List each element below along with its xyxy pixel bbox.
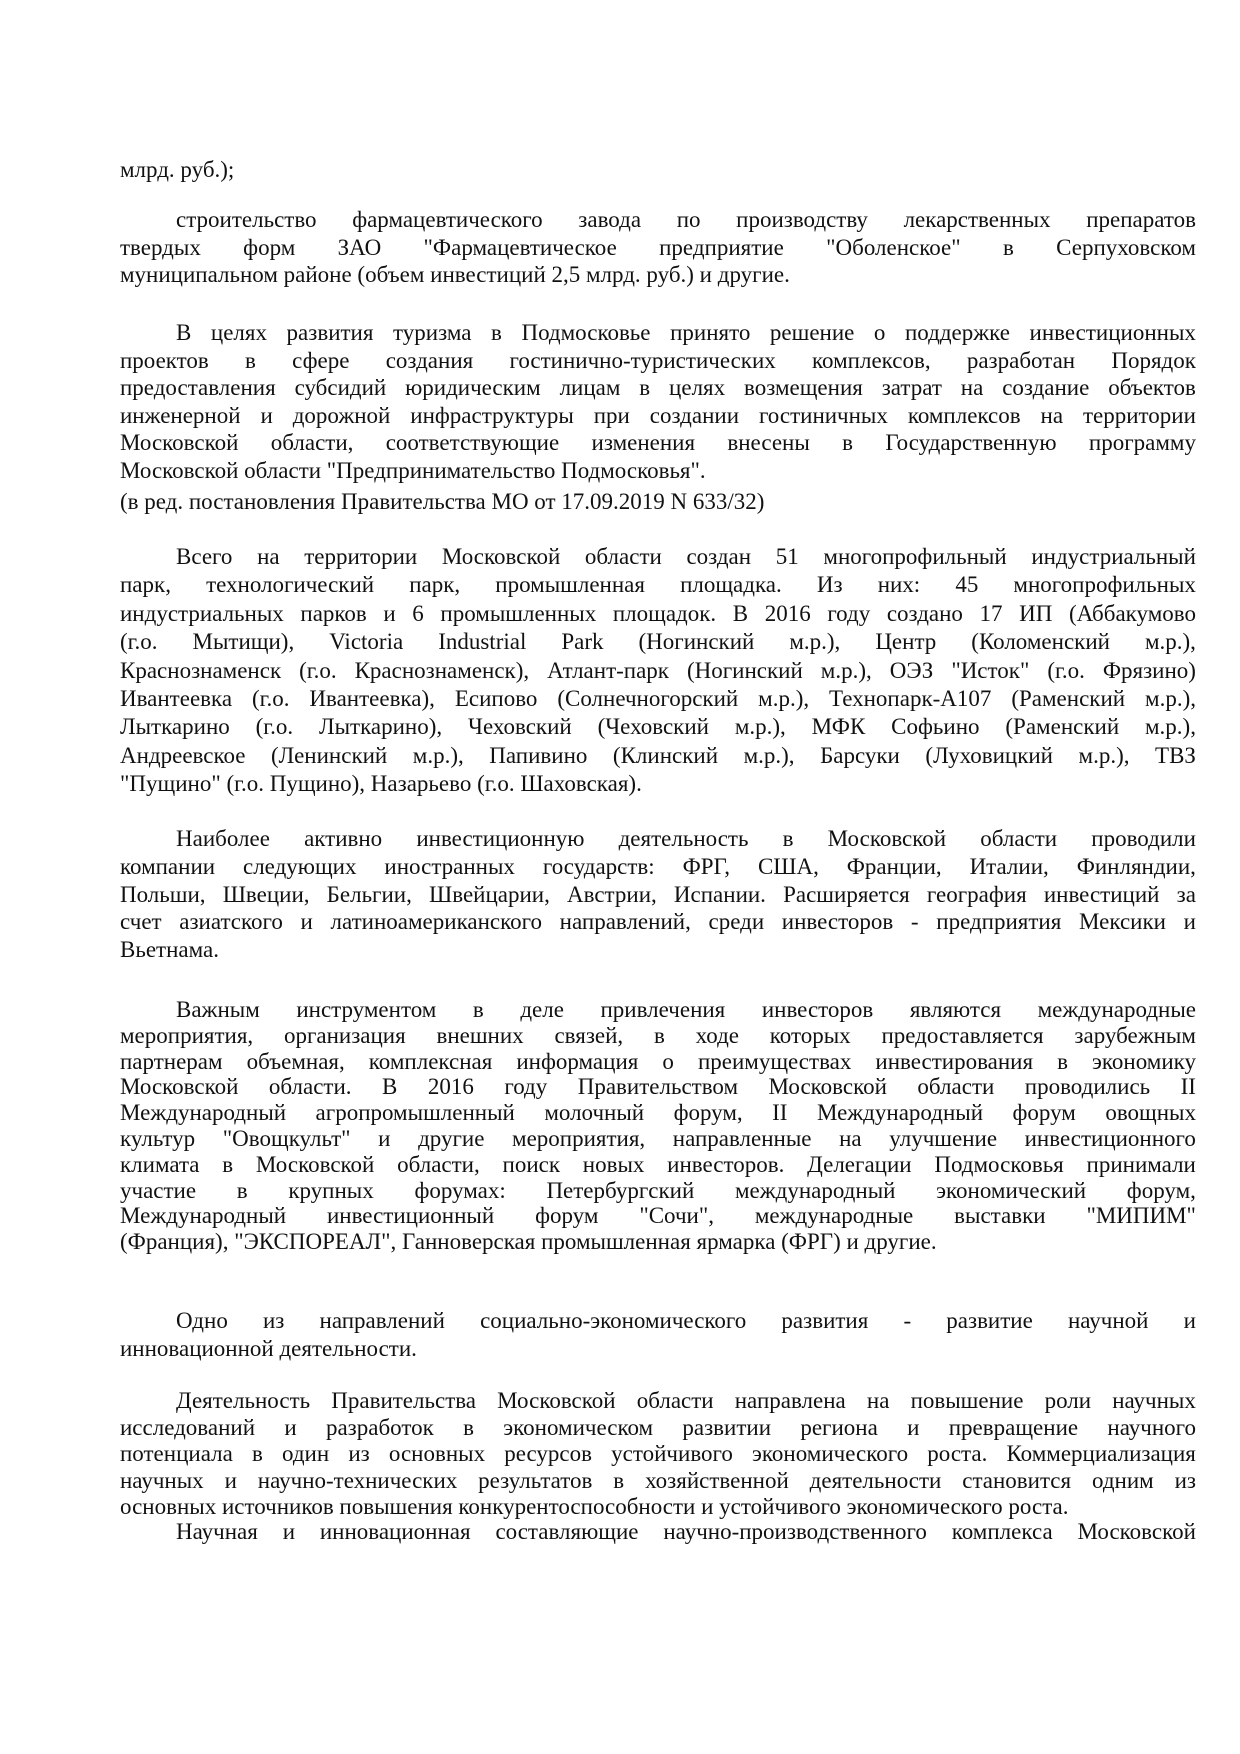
text-line: Ивантеевка (г.о. Ивантеевка), Есипово (Солнечногорский м.р.), Технопарк-А107 (Раменский м.р.), xyxy=(120,685,1196,711)
text-line: потенциала в один из основных ресурсов устойчивого экономического роста. Коммерциализация xyxy=(120,1441,1196,1466)
text-line: Андреевское (Ленинский м.р.), Папивино (Клинский м.р.), Барсуки (Луховицкий м.р.), ТВЗ xyxy=(120,742,1196,768)
text-line: инженерной и дорожной инфраструктуры при создании гостиничных комплексов на территории xyxy=(120,402,1196,428)
text-line: (г.о. Мытищи), Victoria Industrial Park (Ногинский м.р.), Центр (Коломенский м.р.), xyxy=(120,629,1196,655)
text-line: партнерам объемная, комплексная информация о преимуществах инвестирования в экономику xyxy=(120,1048,1196,1074)
text-line: строительство фармацевтического завода по производству лекарственных препаратов xyxy=(176,207,1196,232)
text-line: мероприятия, организация внешних связей, в ходе которых предоставляется зарубежным xyxy=(120,1022,1196,1048)
text-line: участие в крупных форумах: Петербургский международный экономический форум, xyxy=(120,1177,1196,1203)
text-line: основных источников повышения конкурентоспособности и устойчивого экономического роста. xyxy=(120,1494,1069,1519)
text-line: "Пущино" (г.о. Пущино), Назарьево (г.о. Шаховская). xyxy=(120,771,642,797)
paragraph xyxy=(120,1388,1196,1521)
text-line: предоставления субсидий юридическим лицам в целях возмещения затрат на создание объектов xyxy=(120,375,1196,400)
text-line: твердых форм ЗАО "Фармацевтическое предприятие "Оболенское" в Серпуховском xyxy=(120,234,1196,260)
paragraph xyxy=(120,825,1196,964)
text-line: климата в Московской области, поиск новых инвесторов. Делегации Подмосковья принимали xyxy=(120,1151,1196,1177)
text-line: компании следующих иностранных государств: ФРГ, США, Франции, Италии, Финляндии, xyxy=(120,853,1196,879)
text-line: млрд. руб.); xyxy=(120,157,235,182)
text-line: счет азиатского и латиноамериканского направлений, среди инвесторов - предприятия Мексики и xyxy=(120,909,1196,935)
paragraph xyxy=(120,1307,1196,1362)
text-line: Всего на территории Московской области создан 51 многопрофильный индустриальный xyxy=(176,544,1196,569)
text-line: культур "Овощкульт" и другие мероприятия, направленные на улучшение инвестиционного xyxy=(120,1125,1196,1151)
text-line: Международный агропромышленный молочный форум, II Международный форум овощных xyxy=(120,1100,1196,1126)
text-line: Важным инструментом в деле привлечения инвесторов являются международные xyxy=(176,997,1196,1022)
paragraph xyxy=(120,206,1196,289)
paragraph xyxy=(120,1518,1196,1545)
paragraph xyxy=(120,488,1196,516)
text-line: (Франция), "ЭКСПОРЕАЛ", Ганноверская промышленная ярмарка (ФРГ) и другие. xyxy=(120,1229,937,1255)
text-line: Научная и инновационная составляющие научно-производственного комплекса Московской xyxy=(176,1519,1196,1544)
text-line: парк, технологический парк, промышленная площадка. Из них: 45 многопрофильных xyxy=(120,572,1196,598)
paragraph xyxy=(120,997,1196,1255)
text-line: инновационной деятельности. xyxy=(120,1335,417,1361)
paragraph xyxy=(120,319,1196,484)
text-line: Московской области "Предпринимательство Подмосковья". xyxy=(120,457,706,483)
text-line: Вьетнама. xyxy=(120,937,219,963)
text-line: исследований и разработок в экономическом развитии региона и превращение научного xyxy=(120,1414,1196,1440)
text-line: Польши, Швеции, Бельгии, Швейцарии, Австрии, Испании. Расширяется география инвестиций за xyxy=(120,881,1196,907)
text-line: Московской области. В 2016 году Правительством Московской области проводились II xyxy=(120,1074,1196,1100)
text-line: проектов в сфере создания гостинично-туристических комплексов, разработан Порядок xyxy=(120,347,1196,373)
text-line: Краснознаменск (г.о. Краснознаменск), Атлант-парк (Ногинский м.р.), ОЭЗ "Исток" (г.о. Фрязино) xyxy=(120,657,1196,683)
text-line: научных и научно-технических результатов в хозяйственной деятельности становится одним из xyxy=(120,1467,1196,1493)
text-line: Московской области, соответствующие изменения внесены в Государственную программу xyxy=(120,430,1196,455)
text-line: Наиболее активно инвестиционную деятельность в Московской области проводили xyxy=(176,826,1196,851)
text-line: Одно из направлений социально-экономического развития - развитие научной и xyxy=(176,1308,1196,1333)
paragraph xyxy=(120,543,1196,799)
text-line: индустриальных парков и 6 промышленных площадок. В 2016 году создано 17 ИП (Аббакумово xyxy=(120,600,1196,626)
text-line: муниципальном районе (объем инвестиций 2,5 млрд. руб.) и другие. xyxy=(120,262,790,287)
paragraph xyxy=(120,156,1196,183)
text-line: Международный инвестиционный форум "Сочи", международные выставки "МИПИМ" xyxy=(120,1203,1196,1229)
text-line: (в ред. постановления Правительства МО от 17.09.2019 N 633/32) xyxy=(120,489,765,514)
text-line: Лыткарино (г.о. Лыткарино), Чеховский (Чеховский м.р.), МФК Софьино (Раменский м.р.), xyxy=(120,714,1196,740)
text-line: В целях развития туризма в Подмосковье принято решение о поддержке инвестиционных xyxy=(176,320,1196,345)
text-line: Деятельность Правительства Московской области направлена на повышение роли научных xyxy=(176,1388,1196,1413)
